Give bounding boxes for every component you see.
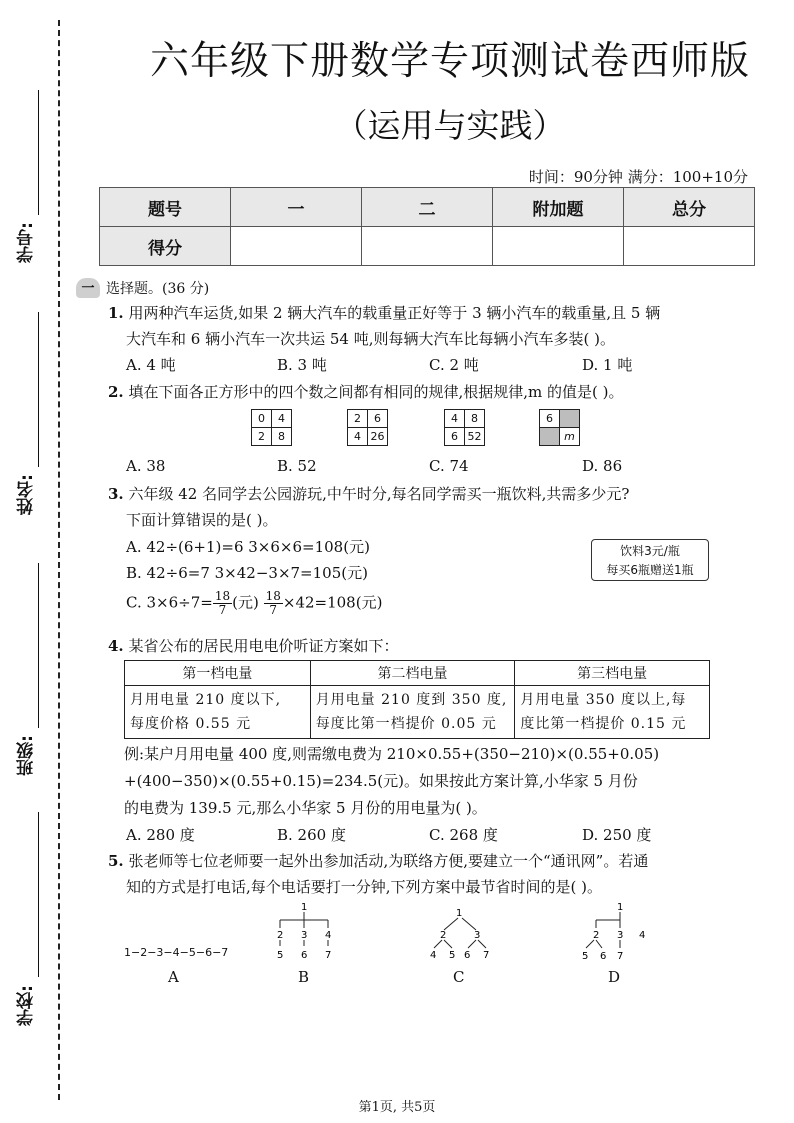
fraction	[264, 590, 283, 617]
option-d[interactable]: D. 1 吨	[582, 356, 633, 374]
calc-text: (元)	[232, 593, 264, 612]
name-label: 姓名:	[17, 474, 37, 515]
school-label: 学校:	[17, 985, 37, 1026]
option-a[interactable]: A. 280 度	[126, 826, 195, 844]
cell-line: 月用电量 210 度到 350 度,	[315, 692, 508, 708]
question-number: 2.	[108, 383, 124, 401]
svg-text:6: 6	[600, 951, 607, 962]
option-c[interactable]: C. 74	[429, 457, 469, 475]
page-subtitle: （运用与实践）	[334, 106, 566, 145]
score-table	[99, 187, 755, 266]
diagram-b-tree	[270, 900, 340, 962]
option-d[interactable]: D. 86	[582, 457, 623, 475]
diagram-a-chain: 1−2−3−4−5−6−7	[124, 946, 229, 959]
school-blank	[38, 812, 39, 977]
square-cell: m	[560, 428, 580, 446]
square-cell: 6	[368, 410, 388, 428]
svg-text:3: 3	[474, 930, 481, 941]
example-line: 的电费为 139.5 元,那么小华家 5 月份的用电量为( )。	[124, 799, 487, 817]
square-cell: 26	[368, 428, 388, 446]
svg-text:1: 1	[301, 902, 308, 913]
option-c[interactable]	[126, 590, 382, 617]
class-blank	[38, 563, 39, 728]
page-footer: 第1页, 共5页	[358, 1100, 436, 1115]
example-line: +(400−350)×(0.55+0.15)=234.5(元)。如果按此方案计算,小华家 5 月份	[124, 772, 638, 790]
binding-dashed-line	[58, 20, 60, 1100]
square-cell: 2	[348, 410, 368, 428]
question-number: 5.	[108, 852, 124, 870]
svg-text:7: 7	[617, 951, 624, 962]
section-heading	[76, 278, 209, 298]
square-cell: 8	[272, 428, 292, 446]
page-title: 六年级下册数学专项测试卷西师版	[149, 39, 750, 84]
question-4	[108, 633, 398, 659]
question-5	[108, 848, 648, 900]
tier-cell	[125, 686, 311, 739]
diagram-d-tree	[578, 900, 650, 962]
score-header-cell: 题号	[100, 188, 231, 227]
option-d[interactable]: D. 250 度	[582, 826, 652, 844]
fraction-numerator: 18	[265, 589, 281, 603]
example-line: 例:某户月用电量 400 度,则需缴电费为 210×0.55+(350−210)×(0.55+0.05)	[124, 745, 660, 763]
fraction-numerator: 18	[214, 589, 231, 603]
square-cell: 4	[348, 428, 368, 446]
question-text: 六年级 42 名同学去公园游玩,中午时分,每名同学需买一瓶饮料,共需多少元?	[128, 485, 630, 503]
cell-line: 每度比第一档提价 0.05 元	[315, 716, 497, 732]
tier-cell	[515, 686, 710, 739]
section-label: 选择题。(36 分)	[106, 281, 210, 297]
square-cell: 4	[272, 410, 292, 428]
question-number: 3.	[108, 485, 124, 503]
diagram-label-b[interactable]: B	[298, 968, 310, 986]
svg-text:7: 7	[325, 950, 332, 961]
score-header-cell: 一	[231, 188, 362, 227]
question-3	[108, 481, 629, 533]
svg-text:4: 4	[430, 950, 437, 961]
score-header-cell: 总分	[624, 188, 755, 227]
tier-header: 第三档电量	[515, 661, 710, 686]
option-b[interactable]: B. 260 度	[277, 826, 346, 844]
question-text: 用两种汽车运货,如果 2 辆大汽车的载重量正好等于 3 辆小汽车的载重量,且 5 辆	[128, 304, 661, 322]
svg-text:5: 5	[449, 950, 456, 961]
option-a[interactable]: A. 42÷(6+1)=6 3×6×6=108(元)	[126, 538, 370, 556]
question-text: 下面计算错误的是( )。	[126, 511, 278, 529]
number-square-4	[539, 409, 580, 446]
score-header-cell: 二	[362, 188, 493, 227]
calc-text: C. 3×6÷7=	[126, 593, 213, 612]
score-input-cell[interactable]	[493, 227, 624, 266]
svg-text:4: 4	[639, 930, 646, 941]
question-text: 张老师等七位老师要一起外出参加活动,为联络方便,要建立一个“通讯网”。若通	[128, 852, 649, 870]
svg-text:7: 7	[483, 950, 490, 961]
square-cell: 6	[445, 428, 465, 446]
svg-text:6: 6	[464, 950, 471, 961]
question-2	[108, 379, 623, 405]
square-cell: 8	[465, 410, 485, 428]
fraction	[213, 590, 232, 617]
square-cell: 6	[540, 410, 560, 428]
svg-text:3: 3	[617, 930, 624, 941]
question-text: 知的方式是打电话,每个电话要打一分钟,下列方案中最节省时间的是( )。	[126, 878, 603, 896]
class-label: 班级:	[17, 735, 37, 776]
square-cell: 0	[252, 410, 272, 428]
svg-text:1: 1	[456, 908, 463, 919]
cell-line: 月用电量 350 度以上,每	[520, 692, 687, 708]
question-number: 4.	[108, 637, 124, 655]
section-number-icon: 一	[76, 278, 100, 298]
option-b[interactable]: B. 52	[277, 457, 317, 475]
svg-text:2: 2	[440, 930, 447, 941]
option-b[interactable]: B. 42÷6=7 3×42−3×7=105(元)	[126, 564, 368, 582]
electricity-price-table	[124, 660, 710, 739]
name-blank	[38, 312, 39, 467]
note-line: 饮料3元/瓶	[620, 544, 680, 558]
option-a[interactable]: A. 4 吨	[126, 356, 176, 374]
cell-line: 月用电量 210 度以下,	[130, 692, 282, 708]
cell-line: 度比第一档提价 0.15 元	[520, 716, 687, 732]
question-text: 填在下面各正方形中的四个数之间都有相同的规律,根据规律,m 的值是( )。	[128, 383, 624, 401]
svg-text:5: 5	[277, 950, 284, 961]
exam-meta: 时间：90分钟 满分：100+10分	[528, 168, 748, 186]
svg-text:6: 6	[301, 950, 308, 961]
question-text: 某省公布的居民用电电价听证方案如下：	[128, 637, 399, 655]
score-input-cell[interactable]	[231, 227, 362, 266]
square-cell-shaded	[560, 410, 580, 428]
square-cell: 2	[252, 428, 272, 446]
option-c[interactable]: C. 268 度	[429, 826, 498, 844]
svg-text:3: 3	[301, 930, 308, 941]
student-no-label: 学号:	[17, 222, 37, 263]
score-header-cell: 附加题	[493, 188, 624, 227]
number-square-3	[444, 409, 485, 446]
diagram-label-a[interactable]: A	[168, 968, 179, 986]
note-line: 每买6瓶赠送1瓶	[606, 563, 694, 577]
diagram-c-tree	[424, 906, 496, 962]
tier-header: 第二档电量	[310, 661, 515, 686]
svg-text:2: 2	[593, 930, 600, 941]
score-input-cell[interactable]	[362, 227, 493, 266]
calc-text: ×42=108(元)	[282, 593, 383, 612]
number-square-1	[251, 409, 292, 446]
diagram-label-d[interactable]: D	[608, 968, 621, 986]
option-a[interactable]: A. 38	[126, 457, 166, 475]
question-number: 1.	[108, 304, 124, 322]
svg-text:4: 4	[325, 930, 332, 941]
question-1	[108, 300, 660, 352]
square-cell: 4	[445, 410, 465, 428]
drink-price-note	[591, 539, 709, 581]
option-c[interactable]: C. 2 吨	[429, 356, 479, 374]
score-row-label: 得分	[100, 227, 231, 266]
number-square-2	[347, 409, 388, 446]
fraction-denominator: 7	[218, 603, 227, 617]
tier-cell	[310, 686, 515, 739]
score-input-cell[interactable]	[624, 227, 755, 266]
fraction-denominator: 7	[269, 603, 278, 617]
square-cell-shaded	[540, 428, 560, 446]
option-b[interactable]: B. 3 吨	[277, 356, 327, 374]
question-text: 大汽车和 6 辆小汽车一次共运 54 吨,则每辆大汽车比每辆小汽车多装( )。	[126, 330, 615, 348]
q4-example	[124, 741, 659, 822]
diagram-label-c[interactable]: C	[453, 968, 465, 986]
square-cell: 52	[465, 428, 485, 446]
svg-text:2: 2	[277, 930, 284, 941]
svg-text:5: 5	[582, 951, 589, 962]
tier-header: 第一档电量	[125, 661, 311, 686]
svg-text:1: 1	[617, 902, 624, 913]
cell-line: 每度价格 0.55 元	[130, 716, 252, 732]
